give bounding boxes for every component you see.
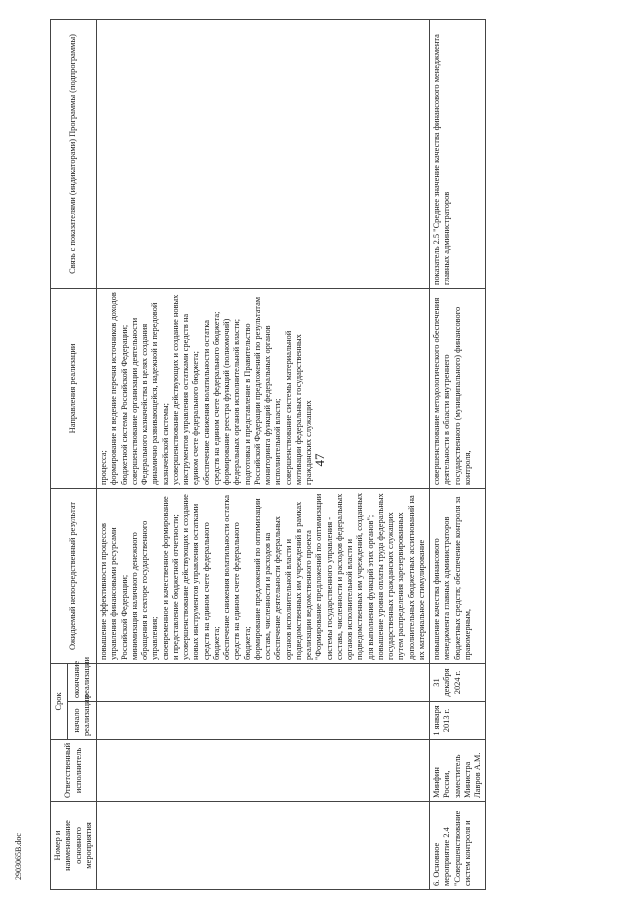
row6-result: повышение качества финансового менеджмента главных администраторов бюджетных средств; обеспечение контроля за правомерным,	[430, 489, 486, 664]
header-directions: Направления реализации	[51, 289, 97, 489]
table-row-continuation	[97, 20, 430, 890]
direction-line: совершенствование организации деятельности Федерального казначейства в целях создания динамично развивающейся, надежной и передовой казначейской системы;	[129, 302, 170, 485]
row6-name: Основное мероприятие 2.4 "Совершенствование систем контроля и	[432, 810, 472, 886]
row6-link: показатель 2.5 "Среднее значение качества финансового менеджмента главных администраторов	[430, 20, 486, 289]
table-row-6	[430, 20, 486, 890]
direction-line: формирование реестра функций (полномочий) федеральных органов исполнительной власти;	[222, 318, 242, 485]
row6-responsible: Минфин России, заместитель Министра Лавров А.М.	[430, 740, 486, 802]
direction-line: совершенствование системы материальной мотивации федеральных государственных гражданских служащих	[283, 330, 313, 485]
result-line: повышение уровня оплаты труда федеральных государственных гражданских служащих путем распределения зарезервированных дополнительных бюджетных ассигнований на их материальное стимулирование	[375, 493, 426, 660]
program-table	[50, 19, 486, 890]
row6-direction: совершенствование методологического обеспечения деятельности в области внутреннего государственного (муниципального) финансового контроля,	[430, 289, 486, 489]
result-line: минимизация наличного денежного обращения в секторе государственного управления;	[129, 520, 160, 660]
result-line: своевременное и качественное формирование и представление бюджетной отчетности;	[160, 496, 180, 660]
row6-num-name	[430, 802, 486, 890]
header-term: Срок	[51, 664, 68, 740]
direction-line: процесса;	[99, 450, 108, 485]
direction-line: подготовка и представление в Правительство Российской Федерации предложений по результатам мониторинга функций федеральных органов исполнительной власти;	[242, 296, 283, 485]
result-line: усовершенствование действующих и создание новых инструментов управления остатками средств на едином счете федерального бюджета;	[181, 494, 221, 660]
result-line: обеспечение снижения волатильности остатка средств на едином счете федерального бюджета;	[222, 495, 252, 660]
page-number: 47	[312, 453, 327, 467]
header-num-name: Номер и наименование основного мероприятия	[51, 802, 97, 890]
header-row-1	[51, 20, 68, 890]
result-line: формирование предложений по оптимизации состава, численности и расходов на обеспечение деятельности федеральных органов исполнительной власти и подведомственных им учреждений в рамках реализации ведомственного проекта "Формирование предложений по оптимизации системы государственного управления - состава, численности и расходов федеральных органов исполнительной власти и подведомственных им учреждений, созданных для выполнения функций этих органов";	[252, 492, 375, 660]
row6-end: 31 декабря 2024 г.	[430, 664, 486, 702]
header-start: начало реализации	[68, 702, 97, 740]
rotated-table-wrapper	[50, 20, 595, 890]
direction-line: усовершенствование действующих и создание новых инструментов управления остатками средств на едином счете федерального бюджета;	[170, 294, 201, 485]
document-id: 2903065В.doc	[14, 833, 23, 880]
direction-line: обеспечение снижения волатильности остатка средств на едином счете федерального бюджета;	[201, 311, 221, 485]
header-link: Связь с показателями (индикаторами) Программы (подпрограммы)	[51, 20, 97, 289]
row6-start: 1 января 2013 г.	[430, 702, 486, 740]
header-end: окончание реализации	[68, 664, 97, 702]
result-cell	[97, 489, 430, 664]
directions-cell	[97, 289, 430, 489]
result-line: повышение эффективности процессов управления финансовыми ресурсами Российской Федерации;	[99, 523, 129, 660]
header-responsible: Ответственный исполнитель	[51, 740, 97, 802]
row6-number: 6.	[432, 879, 441, 886]
direction-line: формирование и ведение перечня источников доходов бюджетной системы Российской Федерации;	[109, 292, 129, 485]
header-result: Ожидаемый непосредственный результат	[51, 489, 97, 664]
